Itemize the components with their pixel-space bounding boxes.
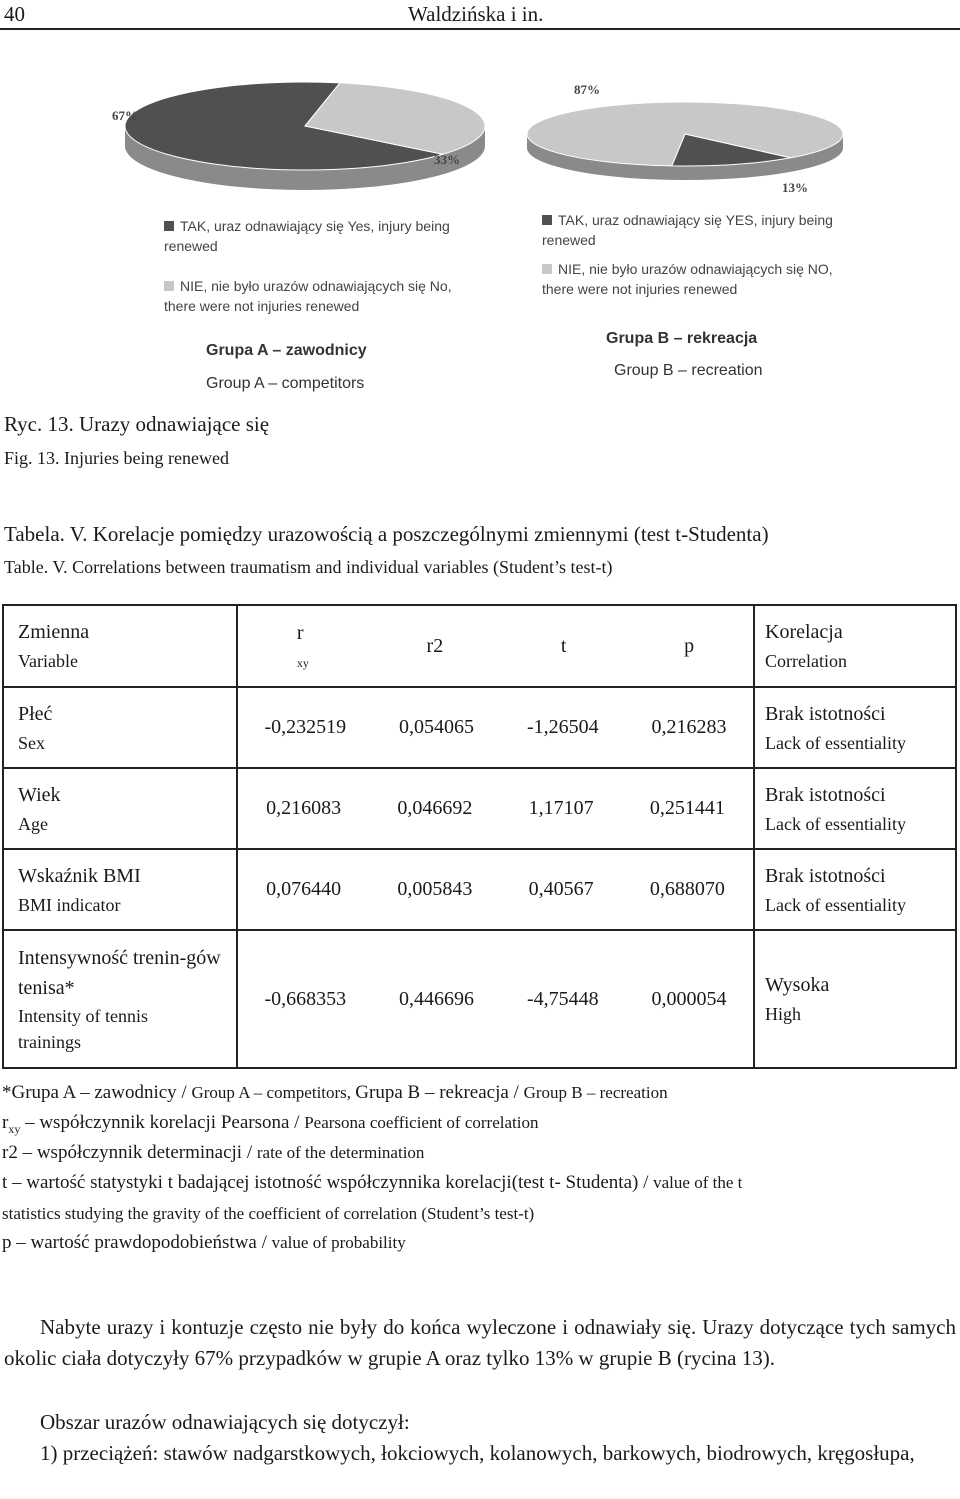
row-correlation: Brak istotności Lack of essentiality — [754, 768, 956, 849]
slice-label-b-yes: 13% — [782, 180, 808, 195]
legend-swatch — [164, 281, 174, 291]
row-stats: -0,668353 0,446696 -4,75448 0,000054 — [237, 930, 754, 1068]
table-row — [3, 687, 956, 768]
legend-item-a-yes: TAK, uraz odnawiający się Yes, injury being renewed — [164, 218, 450, 254]
row-stats: -0,232519 0,054065 -1,26504 0,216283 — [237, 687, 754, 768]
legend-swatch — [542, 215, 552, 225]
legend-item-b-no: NIE, nie było urazów odnawiających się NO, there were not injuries renewed — [542, 261, 833, 297]
running-head: Waldzińska i in. — [408, 2, 544, 26]
row-correlation: Brak istotności Lack of essentiality — [754, 687, 956, 768]
body-paragraph: Obszar urazów odnawiających się dotyczył: — [40, 1410, 410, 1434]
note-rxy: $r_{xy}$ – współczynnik korelacji Pearsona / Pearsona coefficient of correlation — [2, 1112, 539, 1136]
pie-chart-group-b — [520, 98, 850, 183]
row-variable: Płeć Sex — [3, 687, 237, 768]
chart-title-group-b: Grupa B – rekreacja — [606, 330, 758, 347]
pie-chart-group-a — [120, 78, 490, 198]
table-row — [3, 768, 956, 849]
row-variable: Wiek Age — [3, 768, 237, 849]
page-number: 40 — [4, 2, 25, 26]
row-stats: 0,076440 0,005843 0,40567 0,688070 — [237, 849, 754, 930]
legend-item-a-no: NIE, nie było urazów odnawiających się No, there were not injuries renewed — [164, 278, 452, 314]
header-p: p — [684, 634, 695, 657]
figure-caption-en: Fig. 13. Injuries being renewed — [4, 448, 229, 468]
row-variable: Intensywność trenin-gów tenisa* Intensity of tennis trainings — [3, 930, 237, 1068]
table-caption-en: Table. V. Correlations between traumatism and individual variables (Student’s test-t) — [4, 557, 613, 577]
body-paragraph: Nabyte urazy i kontuzje często nie były do końca wyleczone i odnawiały się. Urazy dotyczące tych samych okolic ciała dotyczyły 67% przypadków w grupie A oraz tylko 13% w grupie B (rycina 13). — [4, 1315, 956, 1370]
correlation-table — [2, 604, 957, 1069]
slice-label-a-yes: 67% — [112, 108, 138, 123]
header-rxy: r $_{xy}$ — [296, 621, 309, 670]
slice-label-b-no: 87% — [574, 82, 600, 97]
row-correlation: Brak istotności Lack of essentiality — [754, 849, 956, 930]
row-stats: 0,216083 0,046692 1,17107 0,251441 — [237, 768, 754, 849]
row-correlation: Wysoka High — [754, 930, 956, 1068]
chart-subtitle-group-a: Group A – competitors — [206, 375, 365, 392]
header-variable: Zmienna Variable — [3, 605, 237, 687]
row-variable: Wskaźnik BMI BMI indicator — [3, 849, 237, 930]
legend-swatch — [164, 221, 174, 231]
header-stats — [237, 605, 754, 687]
header-correlation: Korelacja Correlation — [754, 605, 956, 687]
note-p: p – wartość prawdopodobieństwa / value of probability — [2, 1232, 406, 1253]
legend-item-b-yes: TAK, uraz odnawiający się YES, injury being renewed — [542, 212, 833, 248]
table-header-row — [3, 605, 956, 687]
list-item: 1) przeciążeń: stawów nadgarstkowych, łokciowych, kolanowych, barkowych, biodrowych, kręgosłupa, — [40, 1441, 915, 1465]
header-r2: r2 — [426, 634, 444, 657]
header-t: t — [560, 634, 567, 657]
table-caption-pl: Tabela. V. Korelacje pomiędzy urazowością a poszczególnymi zmiennymi (test t-Studenta) — [4, 522, 769, 546]
figure-caption-pl: Ryc. 13. Urazy odnawiające się — [4, 412, 270, 436]
header-rule — [0, 28, 960, 30]
note-t-cont: statistics studying the gravity of the coefficient of correlation (Student’s test-t) — [2, 1204, 535, 1223]
chart-subtitle-group-b: Group B – recreation — [614, 362, 763, 379]
table-row — [3, 930, 956, 1068]
table-row — [3, 849, 956, 930]
legend-swatch — [542, 264, 552, 274]
slice-label-a-no: 33% — [434, 152, 460, 167]
note-groups: *Grupa A – zawodnicy / Group A – competitors, Grupa B – rekreacja / Group B – recreation — [2, 1082, 668, 1103]
note-t: t – wartość statystyki t badającej istotność współczynnika korelacji(test t- Studenta) / value of the t — [2, 1172, 743, 1193]
note-r2: r2 – współczynnik determinacji / rate of the determination — [2, 1142, 425, 1163]
chart-title-group-a: Grupa A – zawodnicy — [206, 342, 367, 359]
